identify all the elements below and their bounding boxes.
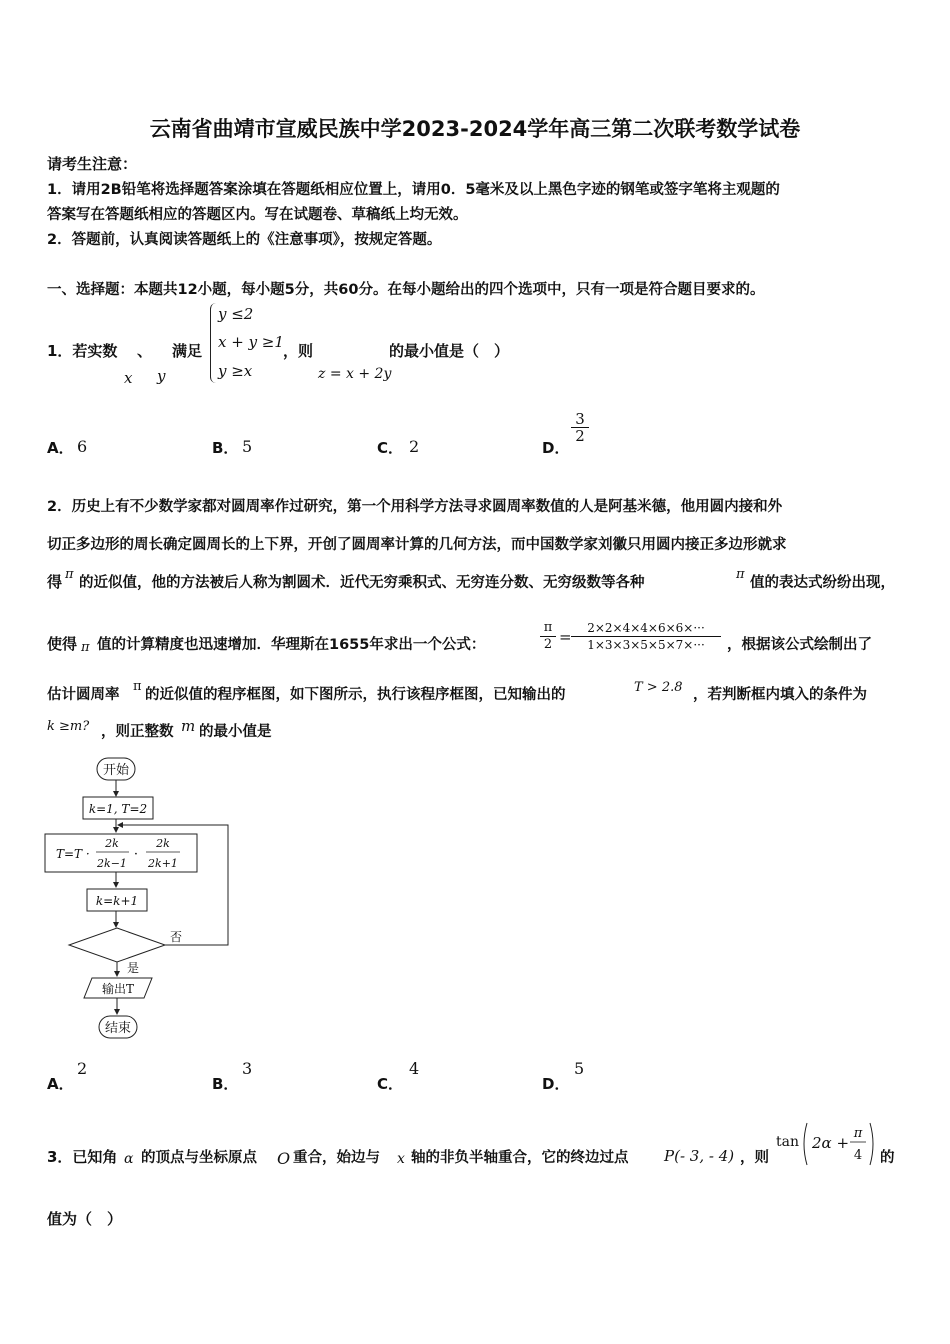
- notice-line-2: 2．答题前，认真阅读答题纸上的《注意事项》，按规定答题。: [47, 232, 442, 248]
- q2-option-b-value: 3: [242, 1059, 253, 1078]
- q2-line-1: 2．历史上有不少数学家都对圆周率作过研究，第一个用科学方法寻求圆周率数值的人是阿基米德，他用圆内接和外: [47, 499, 783, 515]
- q1-option-c-value: 2: [409, 437, 420, 456]
- q2-output-condition: T > 2.8: [634, 680, 683, 695]
- flow-init-label: k=1, T=2: [88, 802, 148, 816]
- q2-line-4a: 使得: [47, 635, 78, 653]
- q3-inner-expr: 2α +: [812, 1134, 850, 1152]
- q3-alpha: α: [124, 1151, 134, 1167]
- q1-objective: z = x + 2y: [318, 366, 392, 382]
- notice-line-1b: 答案写在答题纸相应的答题区内。写在试题卷、草稿纸上均无效。: [47, 207, 468, 223]
- q1-option-b-value: 5: [242, 437, 253, 456]
- q1-option-d-label[interactable]: D．: [542, 439, 570, 457]
- flow-frac1-num: 2k: [105, 837, 119, 850]
- q1-option-a-label[interactable]: A．: [47, 439, 74, 457]
- flow-output-label: 输出T: [101, 982, 135, 996]
- q2-line-2: 切正多边形的周长确定圆周长的上下界，开创了圆周率计算的几何方法，而中国数学家刘徽只用圆内接正多边形就求: [47, 537, 787, 553]
- q1-constraint-3: y ≥x: [218, 362, 253, 380]
- flow-start-label: 开始: [102, 763, 130, 778]
- q2-flowchart: [40, 750, 240, 1050]
- q2-option-a-value: 2: [77, 1059, 88, 1078]
- q3-stem-a: 3．已知角: [47, 1148, 118, 1166]
- q2-var-m: m: [181, 717, 196, 735]
- q3-stem-c: 重合，始边与: [293, 1150, 380, 1166]
- q2-line-3b: 的近似值，他的方法被后人称为割圆术．近代无穷乘积式、无穷连分数、无穷级数等各种: [79, 575, 645, 591]
- q1-var-x: x: [124, 369, 133, 387]
- q2-loop-condition: k ≥m?: [47, 719, 90, 734]
- q2-half-pi-den: 2: [543, 637, 553, 652]
- q2-line-6a: ，则正整数: [101, 724, 174, 740]
- notice-line-1a: 1．请用2B铅笔将选择题答案涂填在答题纸相应位置上，请用0．5毫米及以上黑色字迹的钢笔或签字笔将主观题的: [47, 182, 780, 198]
- q3-stem-e: ，则: [740, 1150, 769, 1166]
- q2-half-pi-fraction: [540, 620, 556, 653]
- q2-option-a-label[interactable]: A．: [47, 1075, 74, 1093]
- flow-frac2-den: 2k+1: [148, 857, 178, 870]
- section-heading: 一、选择题：本题共12小题，每小题5分，共60分。在每小题给出的四个选项中，只有一项是符合题目要求的。: [47, 282, 765, 298]
- q1-stem-b: 满足: [172, 342, 203, 360]
- q2-line-5b: 的近似值的程序框图，如下图所示，执行该程序框图，已知输出的: [145, 687, 566, 703]
- q1-option-d-den: 2: [575, 427, 585, 445]
- q1-stem-a: 1．若实数: [47, 342, 118, 360]
- q1-stem-d: 的最小值是（ ）: [389, 342, 510, 360]
- q1-system-brace: [210, 303, 217, 383]
- notice-heading: 请考生注意：: [47, 155, 138, 173]
- q2-pi-4: π: [133, 679, 142, 694]
- flow-update-label: T=T ·: [56, 847, 90, 861]
- q2-line-5c: ，若判断框内填入的条件为: [693, 687, 867, 703]
- q3-stem-g: 值为（ ）: [47, 1210, 123, 1228]
- q3-x-axis: x: [397, 1151, 405, 1167]
- q3-inner-pi: π: [853, 1126, 863, 1141]
- q3-tan: tan: [776, 1134, 799, 1150]
- q2-option-c-label[interactable]: C．: [377, 1075, 404, 1093]
- q2-formula-equals: =: [559, 628, 572, 646]
- q1-option-b-label[interactable]: B．: [212, 439, 239, 457]
- q2-line-3c: 值的表达式纷纷出现，: [750, 575, 895, 591]
- q2-pi-3: π: [81, 640, 90, 655]
- flow-end-label: 结束: [104, 1021, 132, 1036]
- flow-no-label: 否: [170, 930, 183, 944]
- q2-pi-1: π: [65, 567, 74, 582]
- q2-line-6b: 的最小值是: [199, 724, 272, 740]
- q2-option-d-label[interactable]: D．: [542, 1075, 570, 1093]
- q1-constraint-1: y ≤2: [218, 305, 254, 323]
- q1-var-y: y: [157, 367, 166, 385]
- q2-wallis-num: 2×2×4×4×6×6×···: [571, 620, 721, 637]
- q3-point: P(- 3, - 4): [664, 1147, 735, 1165]
- q3-inner-four: 4: [853, 1148, 863, 1163]
- q1-stem-c: ，则: [283, 342, 314, 360]
- q2-wallis-product: [571, 620, 721, 653]
- flow-frac1-den: 2k−1: [97, 857, 127, 870]
- q3-tan-argument: [800, 1120, 880, 1168]
- flow-dot: ·: [133, 847, 139, 862]
- q1-option-d-fraction: [571, 411, 589, 444]
- q2-wallis-den: 1×3×3×5×5×7×···: [587, 638, 705, 652]
- q2-option-b-label[interactable]: B．: [212, 1075, 239, 1093]
- flow-yes-label: 是: [127, 961, 140, 975]
- q3-stem-d: 轴的非负半轴重合，它的终边过点: [411, 1150, 629, 1166]
- q2-half-pi-num: π: [540, 620, 556, 637]
- page-title: 云南省曲靖市宣威民族中学2023-2024学年高三第二次联考数学试卷: [149, 117, 801, 141]
- flow-increment-label: k=k+1: [95, 894, 139, 908]
- q1-option-c-label[interactable]: C．: [377, 439, 404, 457]
- q1-stem-sep: 、: [137, 342, 153, 360]
- flow-frac2-num: 2k: [156, 837, 170, 850]
- q1-option-d-num: 3: [571, 411, 589, 428]
- q2-line-3a: 得: [47, 573, 63, 591]
- q1-constraint-2: x + y ≥1: [218, 333, 284, 351]
- q2-option-c-value: 4: [409, 1059, 420, 1078]
- flow-decision-node: [69, 928, 165, 962]
- q1-option-a-value: 6: [77, 437, 88, 456]
- q2-line-4c: ，根据该公式绘制出了: [727, 637, 872, 653]
- q2-option-d-value: 5: [574, 1059, 585, 1078]
- q3-stem-f: 的: [880, 1150, 895, 1166]
- q2-pi-2: π: [736, 567, 745, 582]
- q2-line-4b: 值的计算精度也迅速增加．华理斯在1655年求出一个公式：: [97, 637, 486, 653]
- q2-line-5a: 估计圆周率: [47, 687, 120, 703]
- q3-origin: O: [277, 1149, 291, 1168]
- q3-stem-b: 的顶点与坐标原点: [141, 1150, 257, 1166]
